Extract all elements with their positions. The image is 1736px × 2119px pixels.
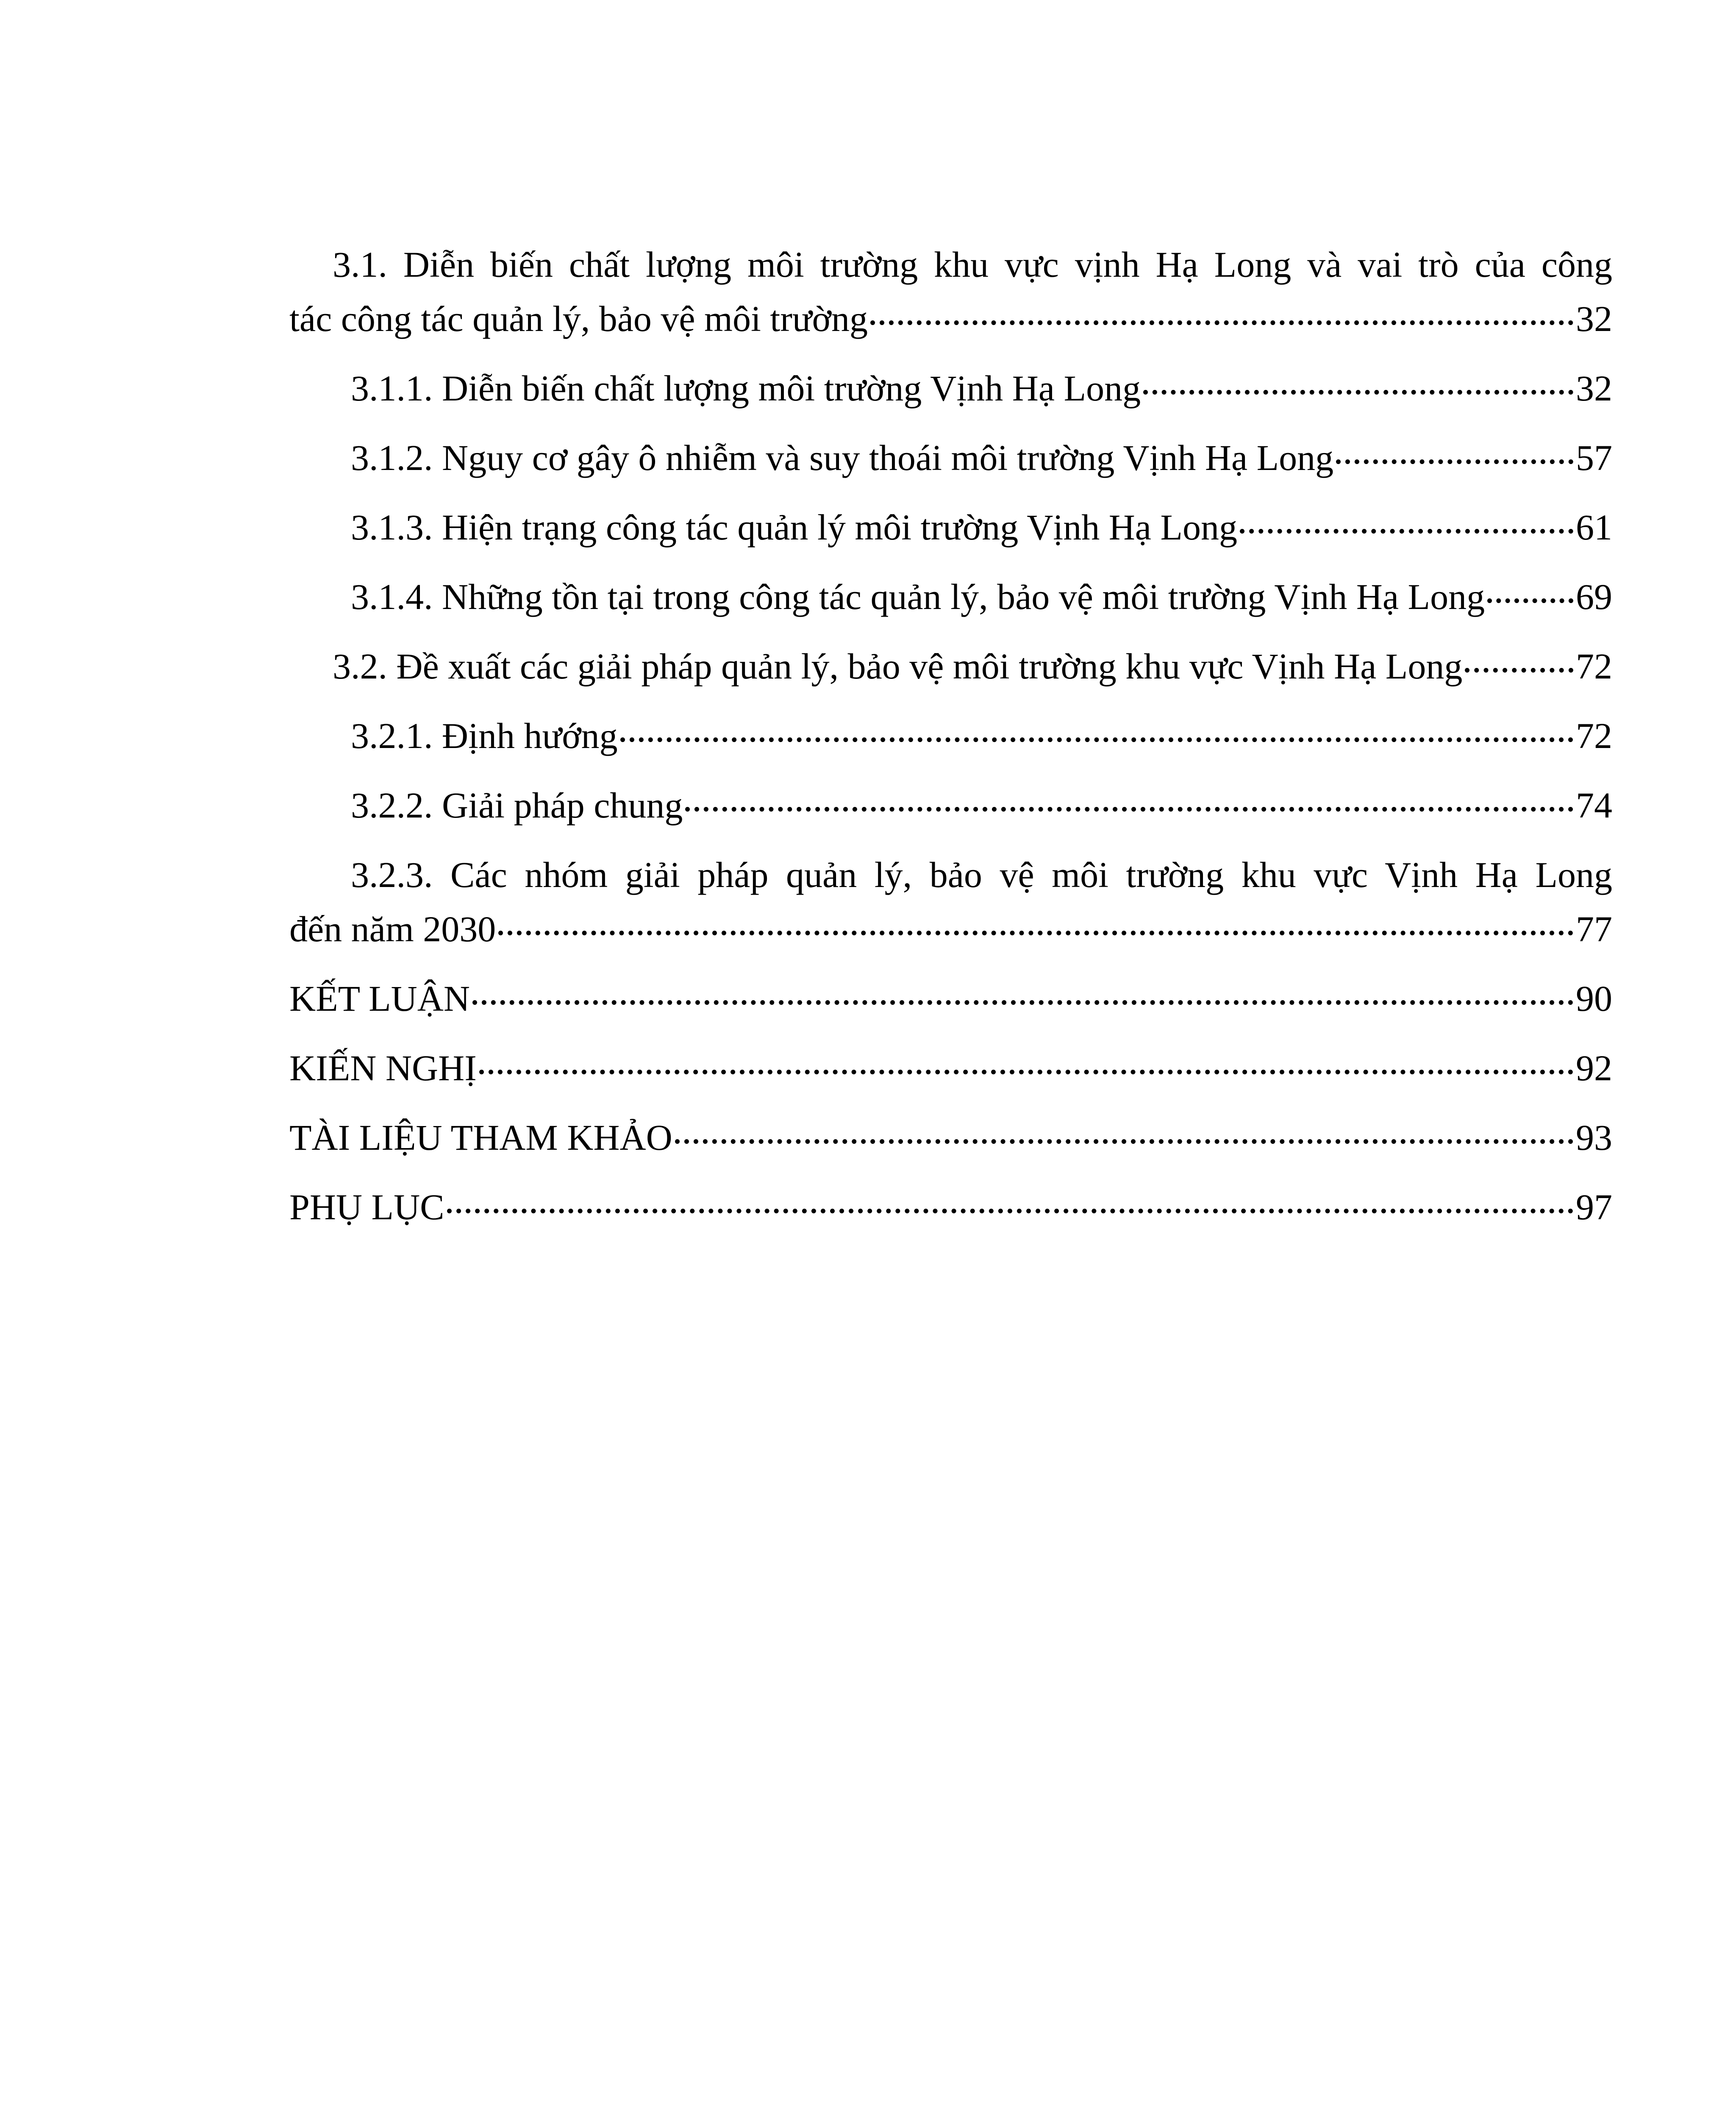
toc-entry-page-number: 57 [1576,437,1612,478]
dot-leader [498,905,1573,941]
toc-entry[interactable] [289,639,1612,693]
toc-entry[interactable] [289,1041,1612,1095]
toc-entry-line [289,709,1612,763]
dot-leader [447,1183,1573,1219]
toc-entry[interactable] [289,971,1612,1026]
toc-entry-line [289,292,1612,346]
dot-leader [685,781,1573,818]
table-of-contents [289,237,1612,1249]
toc-entry-page-number: 77 [1576,909,1612,949]
toc-entry[interactable] [289,431,1612,485]
toc-entry[interactable] [289,848,1612,956]
toc-entry-line [289,1041,1612,1095]
toc-entry[interactable] [289,1110,1612,1165]
toc-entry-title: 3.2.2. Giải pháp chung [351,785,683,826]
toc-entry-page-number: 32 [1576,368,1612,409]
toc-entry-line [289,431,1612,485]
dot-leader [1487,573,1573,609]
toc-entry-page-number: 97 [1576,1187,1612,1227]
toc-entry-title: 3.1.2. Nguy cơ gây ô nhiễm và suy thoái môi trường Vịnh Hạ Long [351,437,1334,478]
toc-entry-line [289,778,1612,832]
toc-entry-line [289,639,1612,693]
toc-entry-title: PHỤ LỤC [289,1187,444,1227]
toc-entry-title: 3.2.1. Định hướng [351,715,618,756]
toc-entry-page-number: 72 [1576,646,1612,687]
toc-entry-line [289,1180,1612,1234]
toc-entry-title: KIẾN NGHỊ [289,1048,477,1088]
toc-entry[interactable] [289,237,1612,346]
toc-entry-title: KẾT LUẬN [289,978,470,1019]
toc-entry[interactable] [289,500,1612,554]
toc-entry[interactable] [289,570,1612,624]
dot-leader [620,712,1573,748]
toc-entry-page-number: 90 [1576,978,1612,1019]
toc-entry-title-line: 3.2.3. Các nhóm giải pháp quản lý, bảo vệ môi trường khu vực Vịnh Hạ Long [351,854,1612,895]
dot-leader [675,1113,1573,1150]
toc-entry[interactable] [289,1180,1612,1234]
toc-entry-page-number: 69 [1576,576,1612,617]
toc-entry-page-number: 92 [1576,1048,1612,1088]
toc-entry-title-line: 3.1. Diễn biến chất lượng môi trường khu vực vịnh Hạ Long và vai trò của công [333,244,1612,285]
toc-entry-title: 3.1.1. Diễn biến chất lượng môi trường Vịnh Hạ Long [351,368,1141,409]
toc-entry-title: 3.1.4. Những tồn tại trong công tác quản lý, bảo vệ môi trường Vịnh Hạ Long [351,576,1485,617]
toc-entry-line [289,902,1612,956]
toc-entry-title: tác công tác quản lý, bảo vệ môi trường [289,298,868,339]
toc-entry[interactable] [289,361,1612,415]
toc-entry-title: 3.1.3. Hiện trạng công tác quản lý môi trường Vịnh Hạ Long [351,507,1238,548]
toc-entry-line [289,500,1612,554]
toc-entry-line [289,971,1612,1026]
toc-entry-title: TÀI LIỆU THAM KHẢO [289,1117,672,1158]
toc-entry-page-number: 93 [1576,1117,1612,1158]
dot-leader [479,1044,1573,1080]
toc-entry[interactable] [289,778,1612,832]
toc-entry-page-number: 61 [1576,507,1612,548]
toc-entry-page-number: 72 [1576,715,1612,756]
toc-entry-title: 3.2. Đề xuất các giải pháp quản lý, bảo vệ môi trường khu vực Vịnh Hạ Long [333,646,1463,687]
dot-leader [1465,642,1573,679]
toc-entry[interactable] [289,709,1612,763]
toc-entry-line [289,361,1612,415]
dot-leader [870,295,1573,331]
dot-leader [472,974,1573,1011]
toc-entry-line [289,570,1612,624]
toc-entry-title: đến năm 2030 [289,909,496,949]
toc-entry-page-number: 74 [1576,785,1612,826]
toc-entry-line [289,1110,1612,1165]
dot-leader [1336,434,1573,470]
dot-leader [1143,364,1573,400]
toc-entry-page-number: 32 [1576,298,1612,339]
dot-leader [1240,503,1573,539]
